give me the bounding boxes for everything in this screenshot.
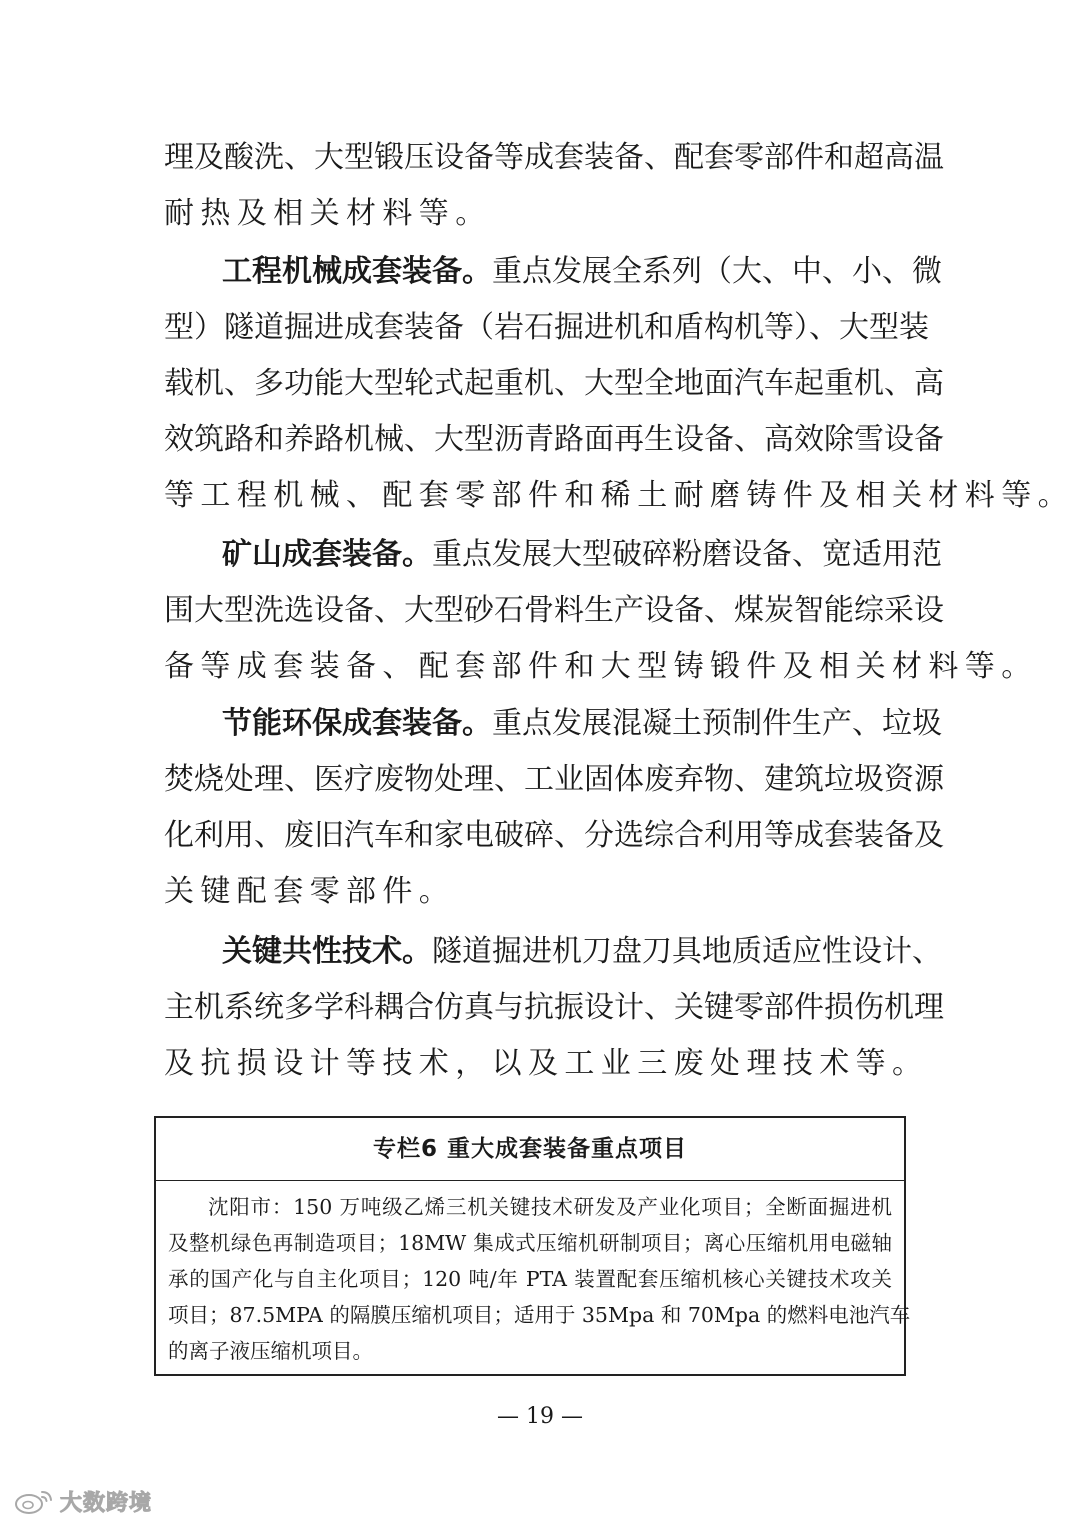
paragraph-heading: 矿山成套装备。 [222, 537, 432, 572]
body-line: 型）隧道掘进成套装备（岩石掘进机和盾构机等）、大型装 [164, 310, 929, 345]
body-line: 理及酸洗、大型锻压设备等成套装备、配套零部件和超高温 [164, 140, 944, 175]
weibo-logo-icon [12, 1486, 56, 1516]
paragraph-first-line [222, 527, 942, 583]
body-line: 关键配套零部件。 [164, 874, 456, 909]
paragraph-first-line [222, 244, 942, 300]
body-line: 等工程机械、配套零部件和稀土耐磨铸件及相关材料等。 [164, 478, 1074, 513]
body-line: 耐热及相关材料等。 [164, 196, 492, 231]
paragraph-first-line [222, 696, 942, 752]
paragraph-heading: 工程机械成套装备。 [222, 254, 492, 289]
body-line: 焚烧处理、医疗废物处理、工业固体废弃物、建筑垃圾资源 [164, 762, 944, 797]
paragraph-text: 重点发展大型破碎粉磨设备、宽适用范 [432, 537, 942, 572]
paragraph-first-line [222, 924, 942, 980]
paragraph-heading: 关键共性技术。 [222, 934, 432, 969]
body-line: 主机系统多学科耦合仿真与抗振设计、关键零部件损伤机理 [164, 990, 944, 1025]
body-line: 化利用、废旧汽车和家电破碎、分选综合利用等成套装备及 [164, 818, 944, 853]
body-line: 载机、多功能大型轮式起重机、大型全地面汽车起重机、高 [164, 366, 944, 401]
column-box-line: 的离子液压缩机项目。 [168, 1339, 373, 1363]
body-line: 效筑路和养路机械、大型沥青路面再生设备、高效除雪设备 [164, 422, 944, 457]
body-line: 备等成套装备、配套部件和大型铸锻件及相关材料等。 [164, 649, 1038, 684]
paragraph-text: 重点发展混凝土预制件生产、垃圾 [492, 706, 942, 741]
body-line: 及抗损设计等技术，以及工业三废处理技术等。 [164, 1046, 929, 1081]
column-box-line: 项目；87.5MPA 的隔膜压缩机项目；适用于 35Mpa 和 70Mpa 的燃料电池汽车 [168, 1303, 911, 1327]
page-number: — 19 — [497, 1404, 583, 1429]
column-box-title: 专栏6 重大成套装备重点项目 [156, 1118, 904, 1181]
paragraph-text: 隧道掘进机刀盘刀具地质适应性设计、 [432, 934, 942, 969]
watermark [12, 1484, 152, 1518]
column-box [154, 1116, 911, 1376]
column-box-line: 及整机绿色再制造项目；18MW 集成式压缩机研制项目；离心压缩机用电磁轴 [168, 1231, 892, 1255]
watermark-text: 大数跨境 [60, 1490, 153, 1516]
column-box-line: 承的国产化与自主化项目；120 吨/年 PTA 装置配套压缩机核心关键技术攻关 [168, 1267, 892, 1291]
paragraph-heading: 节能环保成套装备。 [222, 706, 492, 741]
paragraph-text: 重点发展全系列（大、中、小、微 [492, 254, 942, 289]
body-line: 围大型洗选设备、大型砂石骨料生产设备、煤炭智能综采设 [164, 593, 944, 628]
column-box-line: 沈阳市：150 万吨级乙烯三机关键技术研发及产业化项目；全断面掘进机 [208, 1195, 892, 1219]
